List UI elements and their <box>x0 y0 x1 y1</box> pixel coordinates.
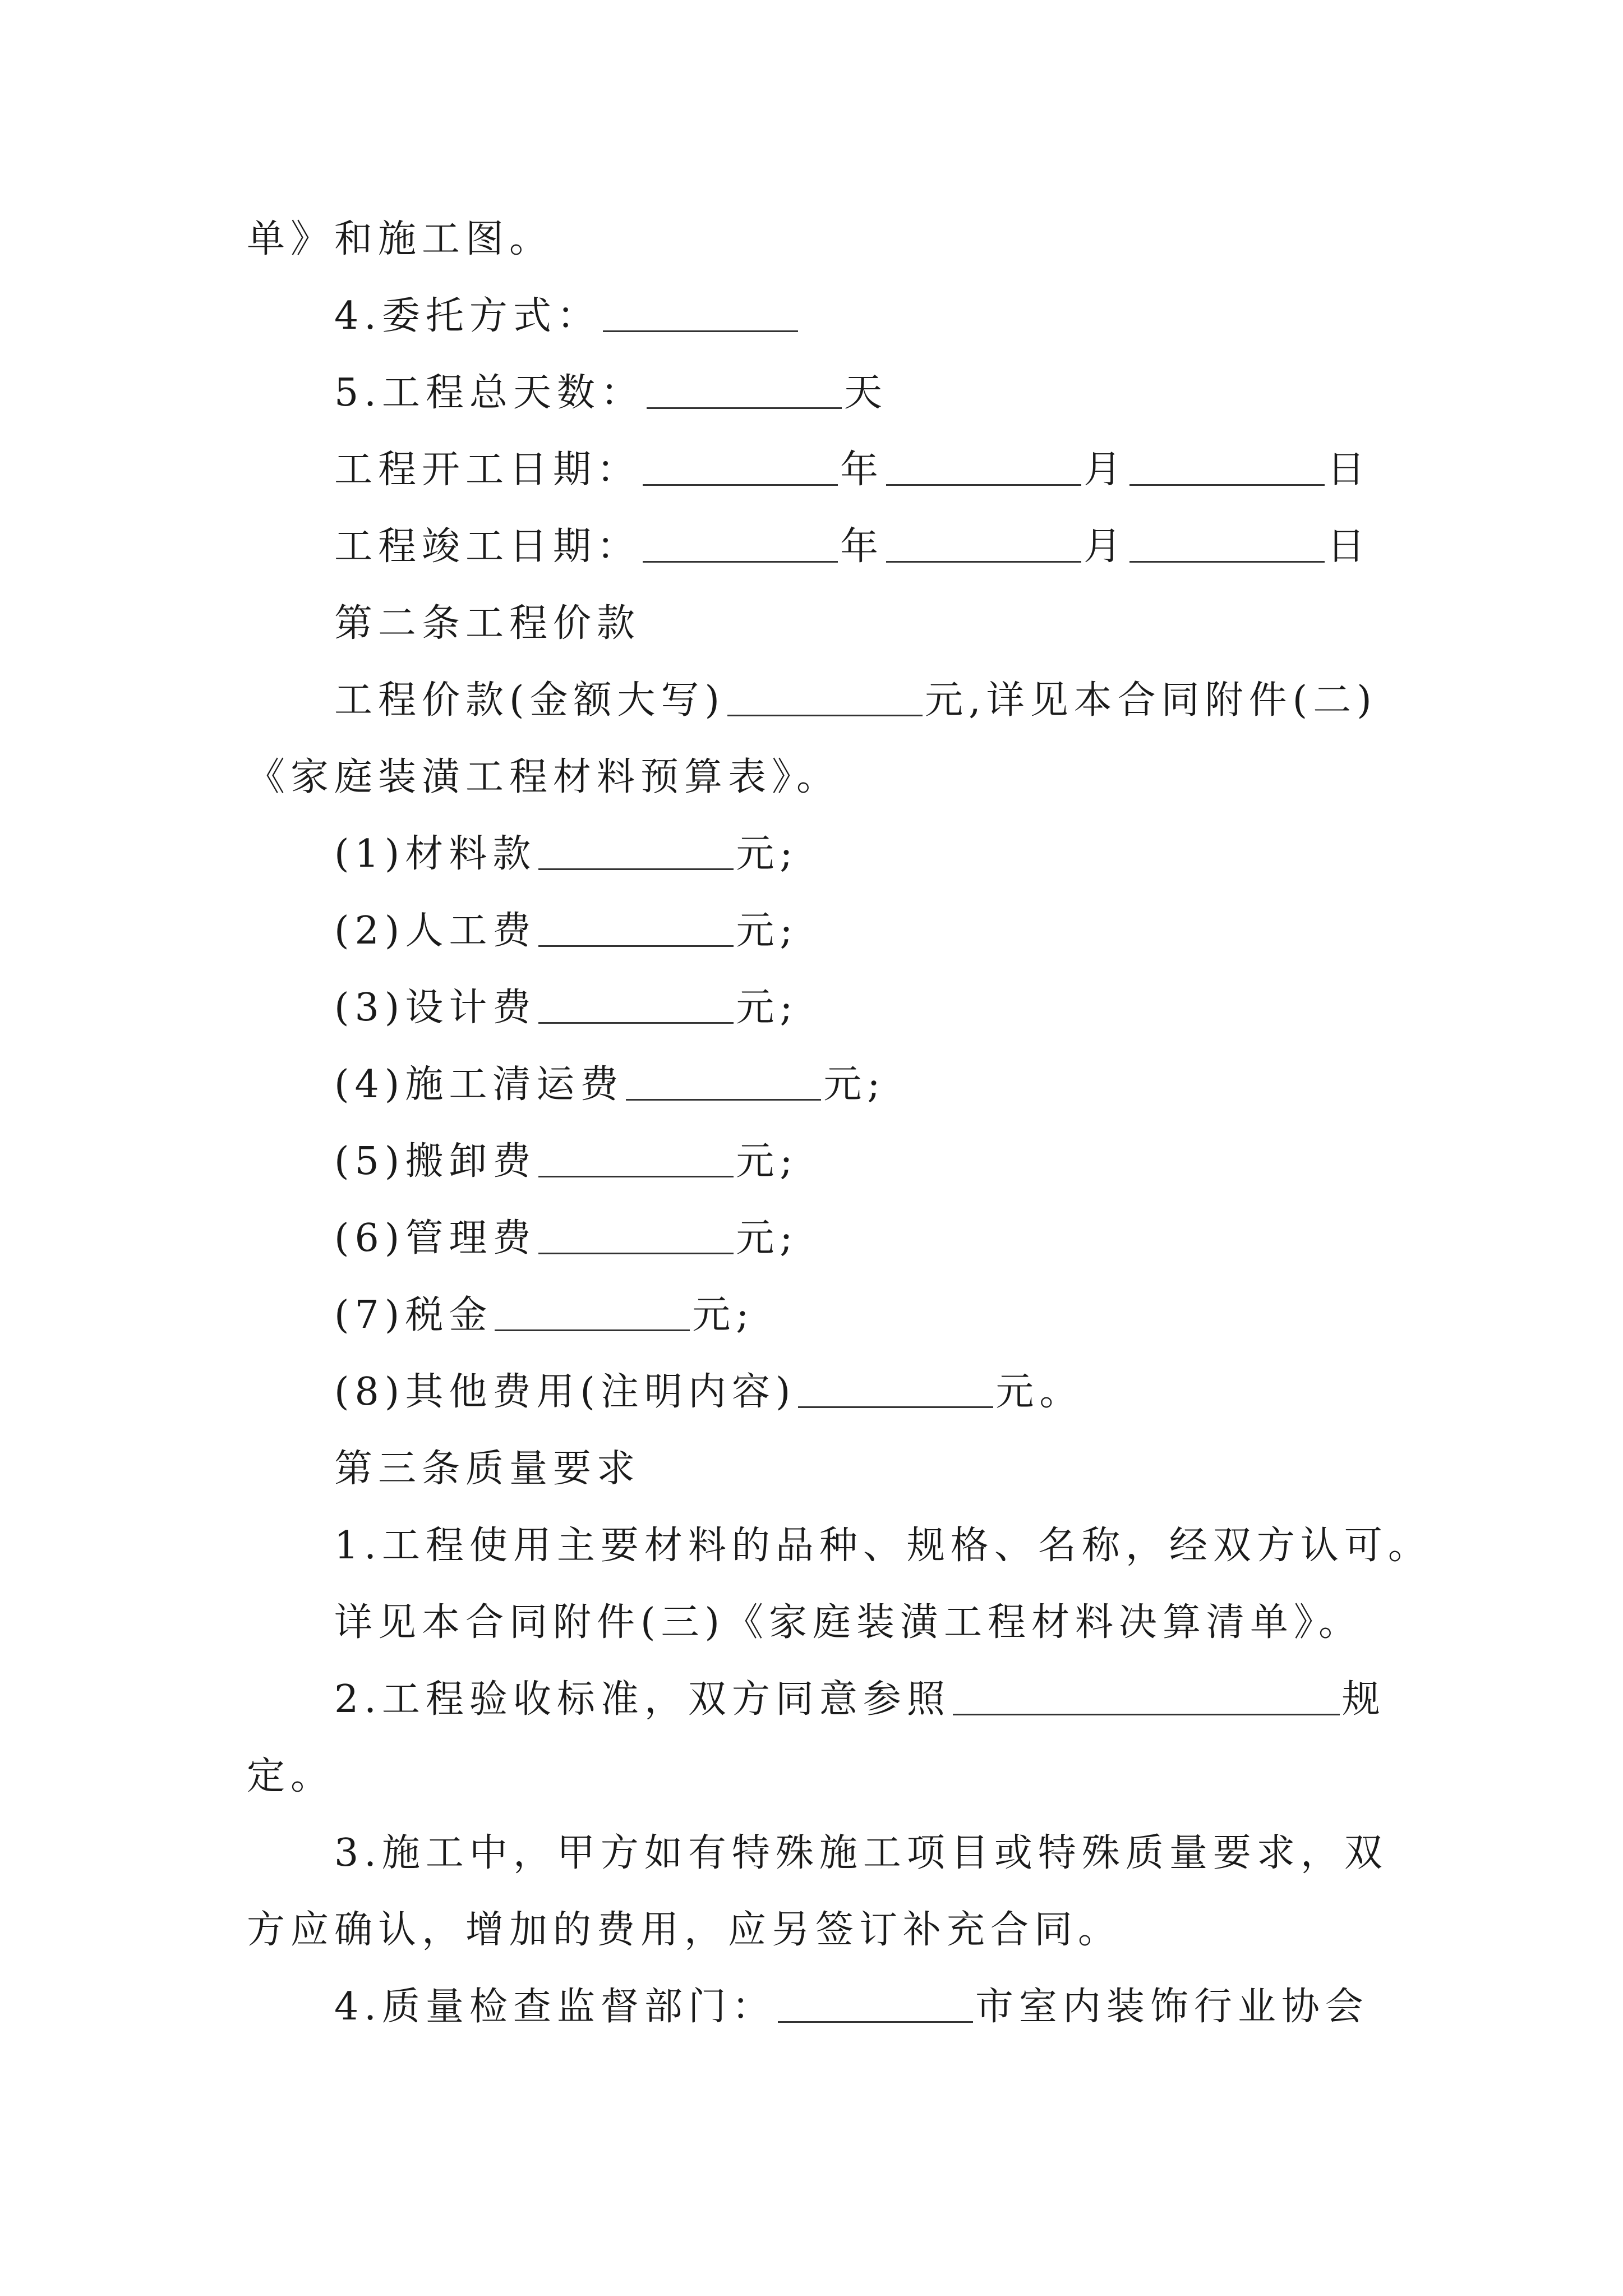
line-text: (8)其他费用(注明内容) <box>334 1370 796 1414</box>
blank-field[interactable] <box>603 298 798 332</box>
line-text: (7)税金 <box>334 1293 493 1337</box>
line-suffix: 元; <box>823 1062 886 1107</box>
fee-item <box>247 1200 1391 1277</box>
line-text: 4.质量检查监督部门： <box>334 1985 776 2029</box>
month-label: 月 <box>1083 524 1128 569</box>
day-label: 日 <box>1327 524 1371 569</box>
blank-field[interactable] <box>643 452 838 486</box>
text-line <box>247 739 1391 816</box>
blank-field[interactable] <box>778 1989 973 2023</box>
text-line <box>247 431 1391 508</box>
line-suffix: 元,详见本合同附件(二) <box>925 678 1377 723</box>
line-text: (4)施工清运费 <box>334 1062 624 1107</box>
line-text: (2)人工费 <box>334 909 537 953</box>
fee-item <box>247 1046 1391 1123</box>
line-text: 3.施工中，甲方如有特殊施工项目或特殊质量要求，双 <box>334 1831 1388 1875</box>
blank-field[interactable] <box>643 528 838 563</box>
line-text: (1)材料款 <box>334 832 537 876</box>
fee-item <box>247 1123 1391 1200</box>
text-line <box>247 508 1391 585</box>
line-text: (3)设计费 <box>334 986 537 1030</box>
text-line <box>247 1815 1391 1892</box>
line-suffix: 元。 <box>995 1370 1083 1414</box>
line-text: 2.工程验收标准，双方同意参照 <box>334 1677 951 1722</box>
line-text: 工程开工日期： <box>334 448 641 492</box>
line-suffix: 元; <box>736 986 799 1030</box>
line-text: 第二条工程价款 <box>334 601 641 646</box>
text-line <box>247 1584 1391 1661</box>
text-line <box>247 278 1391 355</box>
line-text: 1.工程使用主要材料的品种、规格、名称，经双方认可。 <box>334 1524 1432 1568</box>
line-suffix: 天 <box>843 371 888 415</box>
blank-field[interactable] <box>1129 528 1325 563</box>
blank-field[interactable] <box>798 1374 993 1408</box>
line-text: (6)管理费 <box>334 1216 537 1260</box>
text-line <box>247 1507 1432 1584</box>
text-line <box>247 355 1391 431</box>
blank-field[interactable] <box>886 452 1081 486</box>
blank-field[interactable] <box>647 375 842 409</box>
text-line <box>247 1738 1391 1815</box>
blank-field[interactable] <box>727 682 923 716</box>
line-text: 方应确认，增加的费用，应另签订补充合同。 <box>247 1908 1122 1952</box>
section-heading <box>247 585 1391 662</box>
line-text: 5.工程总天数： <box>334 371 644 415</box>
blank-field[interactable] <box>886 528 1081 563</box>
line-text: 详见本合同附件(三)《家庭装潢工程材料决算清单》。 <box>334 1600 1363 1645</box>
fee-item <box>247 969 1391 1046</box>
line-text: (5)搬卸费 <box>334 1139 537 1184</box>
line-text: 定。 <box>247 1754 335 1798</box>
blank-field[interactable] <box>1129 452 1325 486</box>
blank-field[interactable] <box>538 913 734 947</box>
blank-field[interactable] <box>538 1220 734 1254</box>
month-label: 月 <box>1083 448 1128 492</box>
year-label: 年 <box>840 448 884 492</box>
fee-item <box>247 892 1391 969</box>
blank-field[interactable] <box>626 1066 821 1101</box>
line-text: 工程价款(金额大写) <box>334 678 726 723</box>
line-suffix: 元; <box>736 909 799 953</box>
contract-body <box>247 201 1432 2045</box>
line-text: 《家庭装潢工程材料预算表》。 <box>247 755 841 799</box>
section-heading <box>247 1430 1391 1507</box>
line-text: 第三条质量要求 <box>334 1447 641 1491</box>
text-line <box>247 1661 1391 1738</box>
blank-field[interactable] <box>538 836 734 870</box>
line-text: 单》和施工图。 <box>247 217 554 261</box>
line-suffix: 元; <box>736 1216 799 1260</box>
day-label: 日 <box>1327 448 1371 492</box>
line-suffix: 元; <box>736 1139 799 1184</box>
line-suffix: 规 <box>1341 1677 1386 1722</box>
text-line <box>247 201 1391 278</box>
text-line <box>247 1892 1391 1968</box>
year-label: 年 <box>840 524 884 569</box>
line-suffix: 元; <box>692 1293 755 1337</box>
line-text: 工程竣工日期： <box>334 524 641 569</box>
blank-field[interactable] <box>538 990 734 1024</box>
line-text: 4.委托方式： <box>334 294 601 338</box>
blank-field[interactable] <box>495 1297 690 1331</box>
blank-field[interactable] <box>538 1143 734 1177</box>
fee-item <box>247 816 1391 892</box>
fee-item <box>247 1277 1391 1354</box>
text-line <box>247 662 1391 739</box>
blank-field[interactable] <box>953 1681 1340 1715</box>
fee-item <box>247 1354 1391 1430</box>
line-suffix: 市室内装饰行业协会 <box>975 1985 1369 2029</box>
text-line <box>247 1968 1391 2045</box>
line-suffix: 元; <box>736 832 799 876</box>
